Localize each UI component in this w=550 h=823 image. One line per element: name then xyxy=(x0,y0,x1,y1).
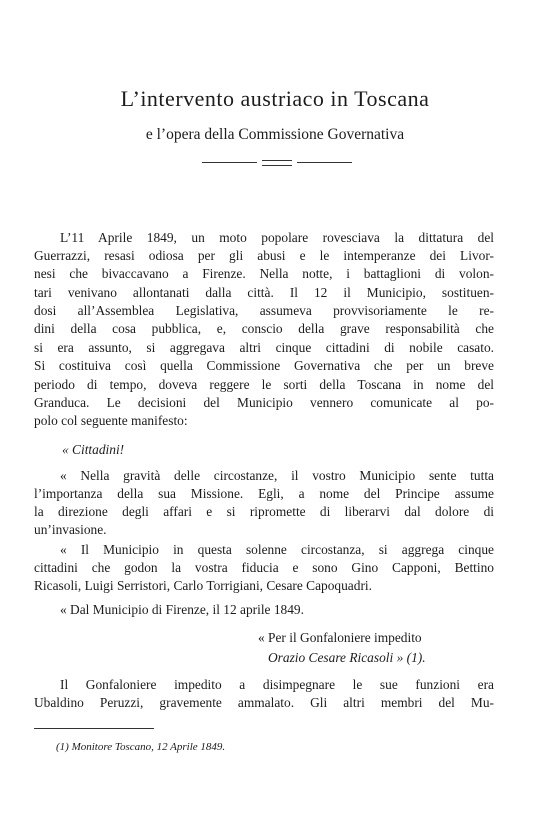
text-line: la direzione degli affari e si ripromette di liberarvi dal dolore di xyxy=(34,504,494,519)
text-line: Ricasoli, Luigi Serristori, Carlo Torrigiani, Cesare Capoquadri. xyxy=(34,578,372,593)
divider-line xyxy=(202,162,257,163)
text-line: Ubaldino Peruzzi, gravemente ammalato. Gli altri membri del Mu- xyxy=(34,695,494,710)
text-line: periodo di tempo, doveva reggere le sorti della Toscana in nome del xyxy=(34,377,494,392)
text-line: dini della cosa pubblica, e, conscio della grave responsabilità che xyxy=(34,321,494,336)
text-line: Granduca. Le decisioni del Municipio vennero comunicate al po- xyxy=(34,395,494,410)
text-line: « Il Municipio in questa solenne circostanza, si aggrega cinque xyxy=(60,542,494,557)
salutation: « Cittadini! xyxy=(62,442,125,457)
divider-center xyxy=(262,160,292,166)
text-line: l’importanza della sua Missione. Egli, a nome del Principe assume xyxy=(34,486,494,501)
text-line: un’invasione. xyxy=(34,522,107,537)
text-line: si era assunto, si aggregava altri cinque cittadini di nobile casato. xyxy=(34,340,494,355)
dateline: « Dal Municipio di Firenze, il 12 aprile 1849. xyxy=(60,602,304,617)
ornament-divider xyxy=(202,160,352,166)
page-title: L’intervento austriaco in Toscana xyxy=(120,86,430,111)
divider-line xyxy=(297,162,352,163)
footnote: (1) Monitore Toscano, 12 Aprile 1849. xyxy=(56,741,226,753)
text-line: cittadini che godon la vostra fiducia e sono Gino Capponi, Bettino xyxy=(34,560,494,575)
text-line: polo col seguente manifesto: xyxy=(34,413,188,428)
text-line: nesi che bivaccavano a Firenze. Nella notte, i battaglioni di volon- xyxy=(34,266,494,281)
text-line: Si costituiva così quella Commissione Governativa che per un breve xyxy=(34,358,494,373)
text-line: Guerrazzi, resasi odiosa per gli abusi e le intemperanze dei Livor- xyxy=(34,248,494,263)
text-line: tari venivano allontanati dalla città. Il 12 il Municipio, sostituen- xyxy=(34,285,494,300)
text-line: Il Gonfaloniere impedito a disimpegnare le sue funzioni era xyxy=(60,677,494,692)
text-line: L’11 Aprile 1849, un moto popolare rovesciava la dittatura del xyxy=(60,230,494,245)
text-line: dosi all’Assemblea Legislativa, assumeva provvisoriamente le re- xyxy=(34,303,494,318)
footnote-rule xyxy=(34,728,154,729)
signature-line: « Per il Gonfaloniere impedito xyxy=(258,630,422,645)
text-line: « Nella gravità delle circostanze, il vostro Municipio sente tutta xyxy=(60,468,494,483)
signature-name: Orazio Cesare Ricasoli » (1). xyxy=(268,650,426,665)
page-subtitle: e l’opera della Commissione Governativa xyxy=(145,126,405,143)
